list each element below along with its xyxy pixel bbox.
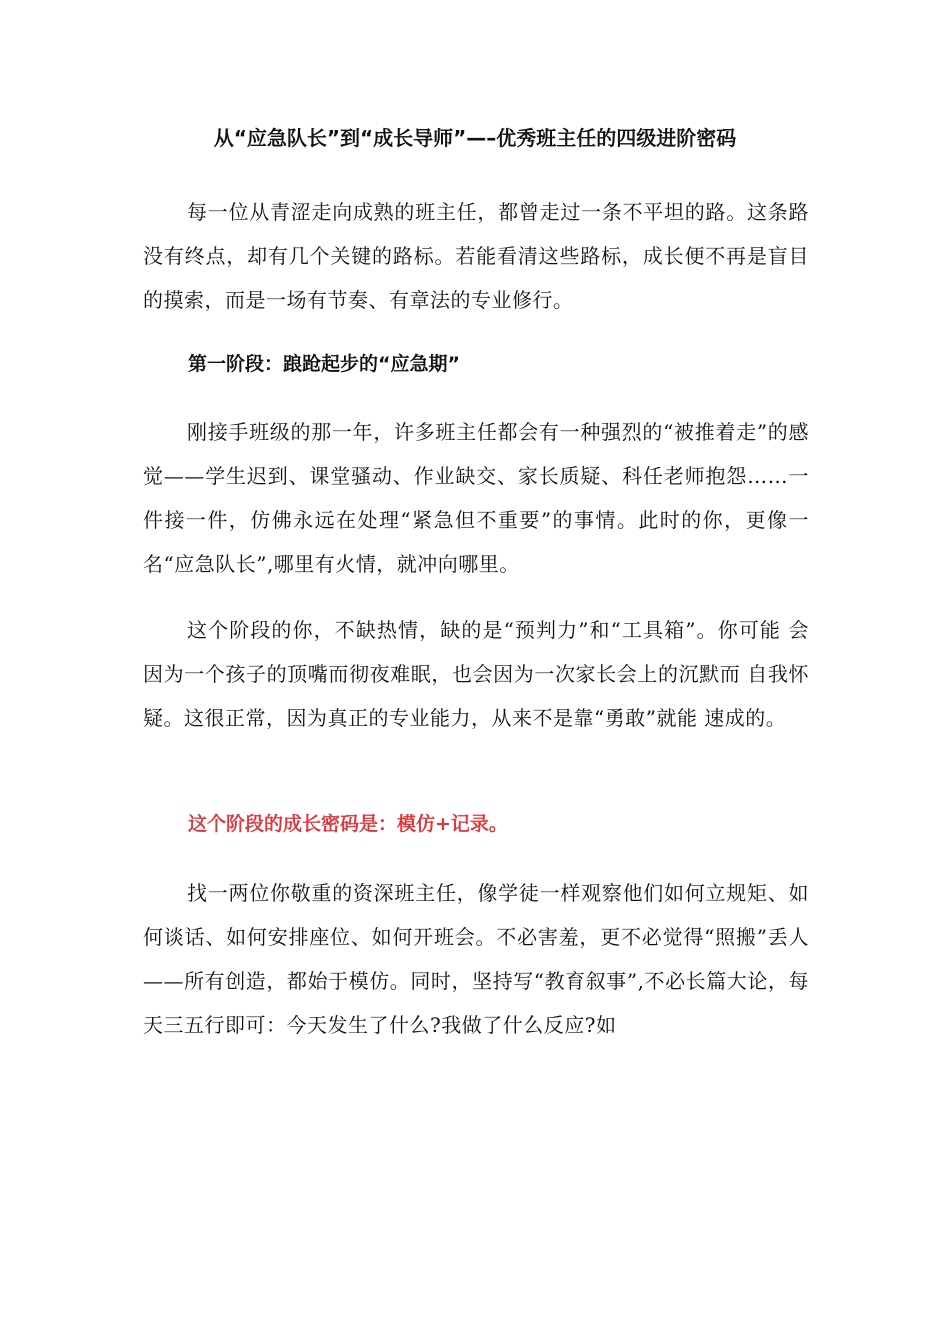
document-title: 从“应急队长”到“成长导师”—–优秀班主任的四级进阶密码 xyxy=(213,126,737,150)
paragraph-stage1-detail: 这个阶段的你，不缺热情，缺的是“预判力”和“工具箱”。你可能 会因为一个孩子的顶嘴而彻夜难眠，也会因为一次家长会上的沉默而 自我怀疑。这很正常，因为真正的专业能力，从来不是靠“勇敢”就能 速成的。 xyxy=(143,618,809,730)
paragraph-intro: 每一位从青涩走向成熟的班主任，都曾走过一条不平坦的路。这条路没有终点，却有几个关键的路标。若能看清这些路标，成长便不再是盲目的摸索，而是一场有节奏、有章法的专业修行。 xyxy=(143,200,809,312)
paragraph-imitation: 找一两位你敬重的资深班主任，像学徒一样观察他们如何立规矩、如何谈话、如何安排座位、如何开班会。不必害羞，更不必觉得“照搬”丢人——所有创造，都始于模仿。同时，坚持写“教育叙事”,不必长篇大论，每天三五行即可：今天发生了什么?我做了什么反应?如 xyxy=(143,881,809,1037)
highlight-growth-code: 这个阶段的成长密码是：模仿+记录。 xyxy=(188,813,508,835)
paragraph-stage1-intro: 刚接手班级的那一年，许多班主任都会有一种强烈的“被推着走”的感觉——学生迟到、课堂骚动、作业缺交、家长质疑、科任老师抱怨……一件接一件，仿佛永远在处理“紧急但不重要”的事情。此时的你，更像一名“应急队长”,哪里有火情，就冲向哪里。 xyxy=(143,420,809,576)
section-heading-stage1: 第一阶段：踉跄起步的“应急期” xyxy=(188,353,460,375)
